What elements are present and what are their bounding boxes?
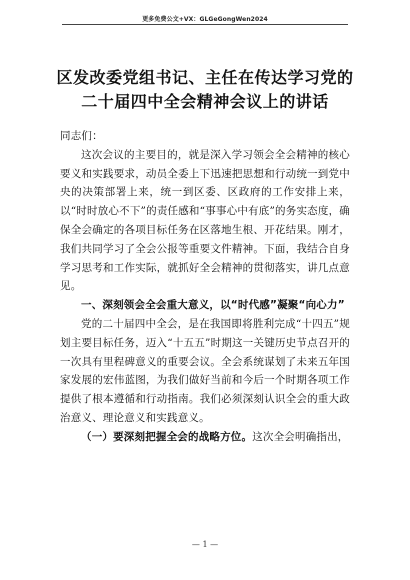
title-line-1: 区发改委党组书记、主任在传达学习党的 bbox=[56, 68, 354, 87]
paragraph-intro: 这次会议的主要目的，就是深入学习领会全会精神的核心要义和实践要求，动员全委上下迅速把思想和行动统一到党中央的决策部署上来，统一到区委、区政府的工作安排上来，以“时时放心不下”的责任感和“事事心中有底”的务实态度，确保全会确定的各项目标任务在区落地生根、开花结果。刚才，我们共同学习了全会公报等重要文件精神。下面，我结合自身学习思考和工作实际，就抓好全会精神的贯彻落实，讲几点意见。 bbox=[60, 148, 350, 293]
salutation: 同志们： bbox=[60, 130, 103, 142]
header-divider bbox=[62, 24, 348, 25]
title-line-2: 二十届四中全会精神会议上的讲话 bbox=[81, 92, 329, 111]
paragraph-significance: 党的二十届四中全会，是在我国即将胜利完成“十四五”规划主要目标任务，迈入“十五五”时期这一关键历史节点召开的一次具有里程碑意义的重要会议。全会系统谋划了未来五年国家发展的宏伟蓝图，为我们做好当前和今后一个时期各项工作提供了根本遵循和行动指南。我们必须深刻认识全会的重大政治意义、理论意义和实践意义。 bbox=[60, 317, 350, 424]
document-body bbox=[60, 127, 350, 447]
sub-heading-1-text: 这次全会明确指出， bbox=[252, 430, 349, 443]
section-heading-1: 一、深刻领会全会重大意义，以“时代感”凝聚“向心力” bbox=[81, 299, 345, 312]
sub-heading-1: （一）要深刻把握全会的战略方位。 bbox=[81, 430, 253, 443]
page-number: — 1 — bbox=[191, 540, 219, 549]
paragraph-sub-1 bbox=[60, 428, 350, 447]
page-header: 更多免费公文+VX：GLGeGongWen2024 bbox=[142, 16, 268, 23]
document-title bbox=[0, 66, 410, 114]
